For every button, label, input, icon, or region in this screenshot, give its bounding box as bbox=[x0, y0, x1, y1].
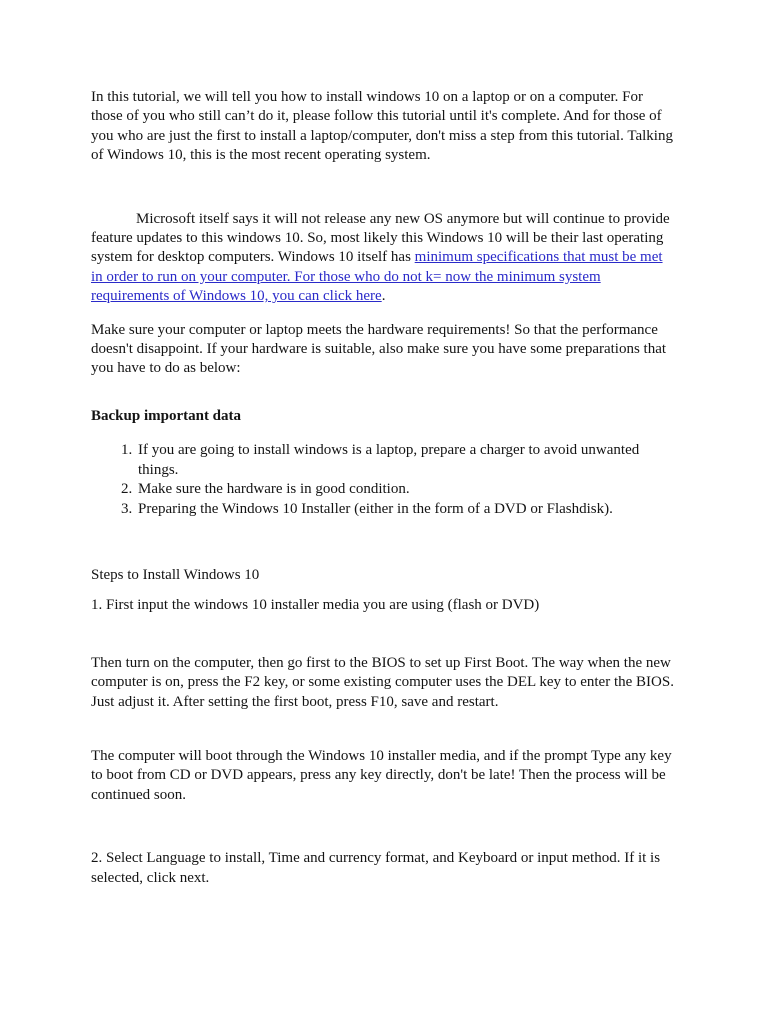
steps-heading: Steps to Install Windows 10 bbox=[91, 566, 260, 583]
step1-paragraph-bios: Then turn on the computer, then go first to the BIOS to set up First Boot. The way when the new computer is on, press the F2 key, or some existing computer uses the DEL key to enter the BIOS. Just adjust it. After setting the first boot, press F10, save and restart. bbox=[91, 654, 674, 710]
backup-list-item: 2. Make sure the hardware is in good condition. bbox=[136, 480, 677, 499]
backup-list-item: 3. Preparing the Windows 10 Installer (either in the form of a DVD or Flashdisk). bbox=[136, 500, 677, 519]
backup-list bbox=[91, 441, 677, 519]
paragraph-microsoft-text: Microsoft itself says it will not release any new OS anymore but will continue to provide feature updates to this windows 10. So, most likely this Windows 10 will be their last operating system for desktop computers. Windows 10 itself has bbox=[91, 210, 670, 266]
backup-list-item: 1. If you are going to install windows is a laptop, prepare a charger to avoid unwanted things. bbox=[136, 441, 677, 480]
paragraph-requirements: Make sure your computer or laptop meets the hardware requirements! So that the performance doesn't disappoint. If your hardware is suitable, also make sure you have some preparations that you have to do as below: bbox=[91, 321, 667, 377]
minimum-specifications-link[interactable]: minimum specifications that must be met in order to run on your computer. For those who do not k= now the minimum system requirements of Windows 10, you can click here bbox=[91, 249, 663, 305]
paragraph-intro: In this tutorial, we will tell you how to install windows 10 on a laptop or on a computer. For those of you who still can’t do it, please follow this tutorial until it's complete. And for those of you who are just the first to install a laptop/computer, don't miss a step from this tutorial. Talking of Windows 10, this is the most recent operating system. bbox=[91, 89, 673, 164]
step1-paragraph-boot: The computer will boot through the Windows 10 installer media, and if the prompt Type any key to boot from CD or DVD appears, press any key directly, don't be late! Then the process will be continued soon. bbox=[91, 747, 672, 803]
step1-label: 1. First input the windows 10 installer media you are using (flash or DVD) bbox=[91, 597, 540, 614]
document-content bbox=[91, 88, 677, 888]
backup-heading: Backup important data bbox=[91, 407, 242, 424]
paragraph-microsoft-period: . bbox=[381, 288, 386, 305]
paragraph-microsoft bbox=[91, 210, 677, 307]
step2-label: 2. Select Language to install, Time and currency format, and Keyboard or input method. If it is selected, click next. bbox=[91, 850, 661, 886]
